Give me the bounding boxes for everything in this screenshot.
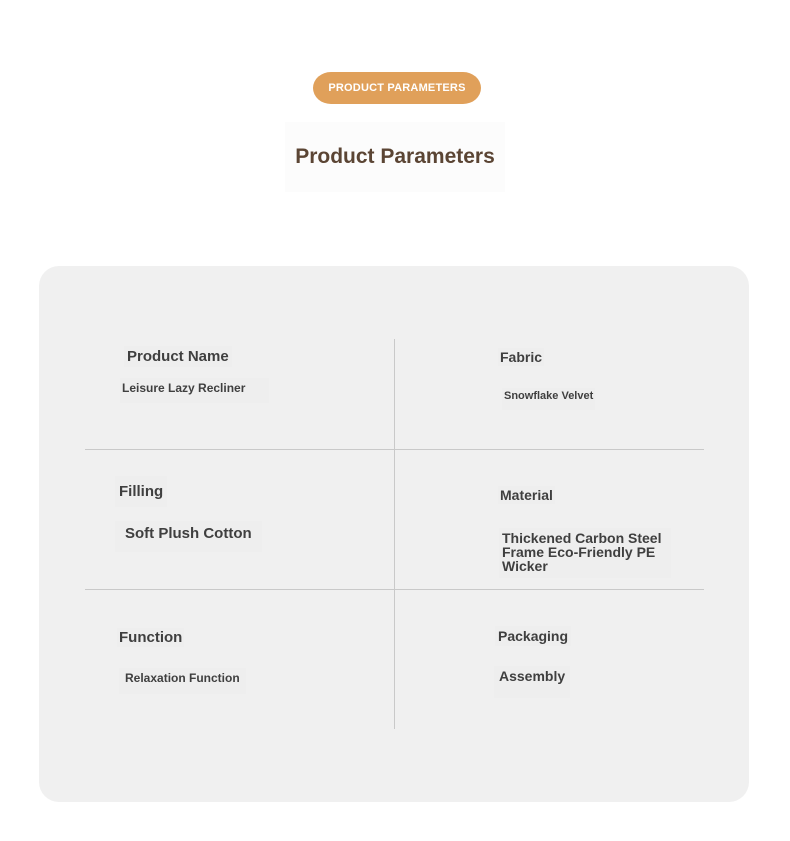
parameters-card bbox=[39, 266, 749, 802]
param-label-product-name: Product Name bbox=[124, 346, 232, 367]
param-label-material: Material bbox=[500, 487, 553, 503]
page-title: Product Parameters bbox=[285, 122, 505, 192]
param-value-material: Thickened Carbon Steel Frame Eco-Friendly PE Wicker bbox=[499, 528, 671, 578]
param-value-packaging: Assembly bbox=[494, 666, 570, 698]
column-divider bbox=[394, 339, 395, 729]
param-value-fabric: Snowflake Velvet bbox=[502, 388, 595, 410]
param-label-function: Function bbox=[119, 629, 183, 646]
param-value-product-name: Leisure Lazy Recliner bbox=[120, 378, 269, 403]
param-label-packaging: Packaging bbox=[495, 626, 571, 646]
param-label-filling: Filling bbox=[115, 476, 167, 507]
section-badge: PRODUCT PARAMETERS bbox=[313, 72, 481, 104]
param-label-fabric: Fabric bbox=[500, 349, 543, 365]
param-value-filling: Soft Plush Cotton bbox=[115, 521, 262, 552]
param-value-function: Relaxation Function bbox=[119, 668, 246, 694]
